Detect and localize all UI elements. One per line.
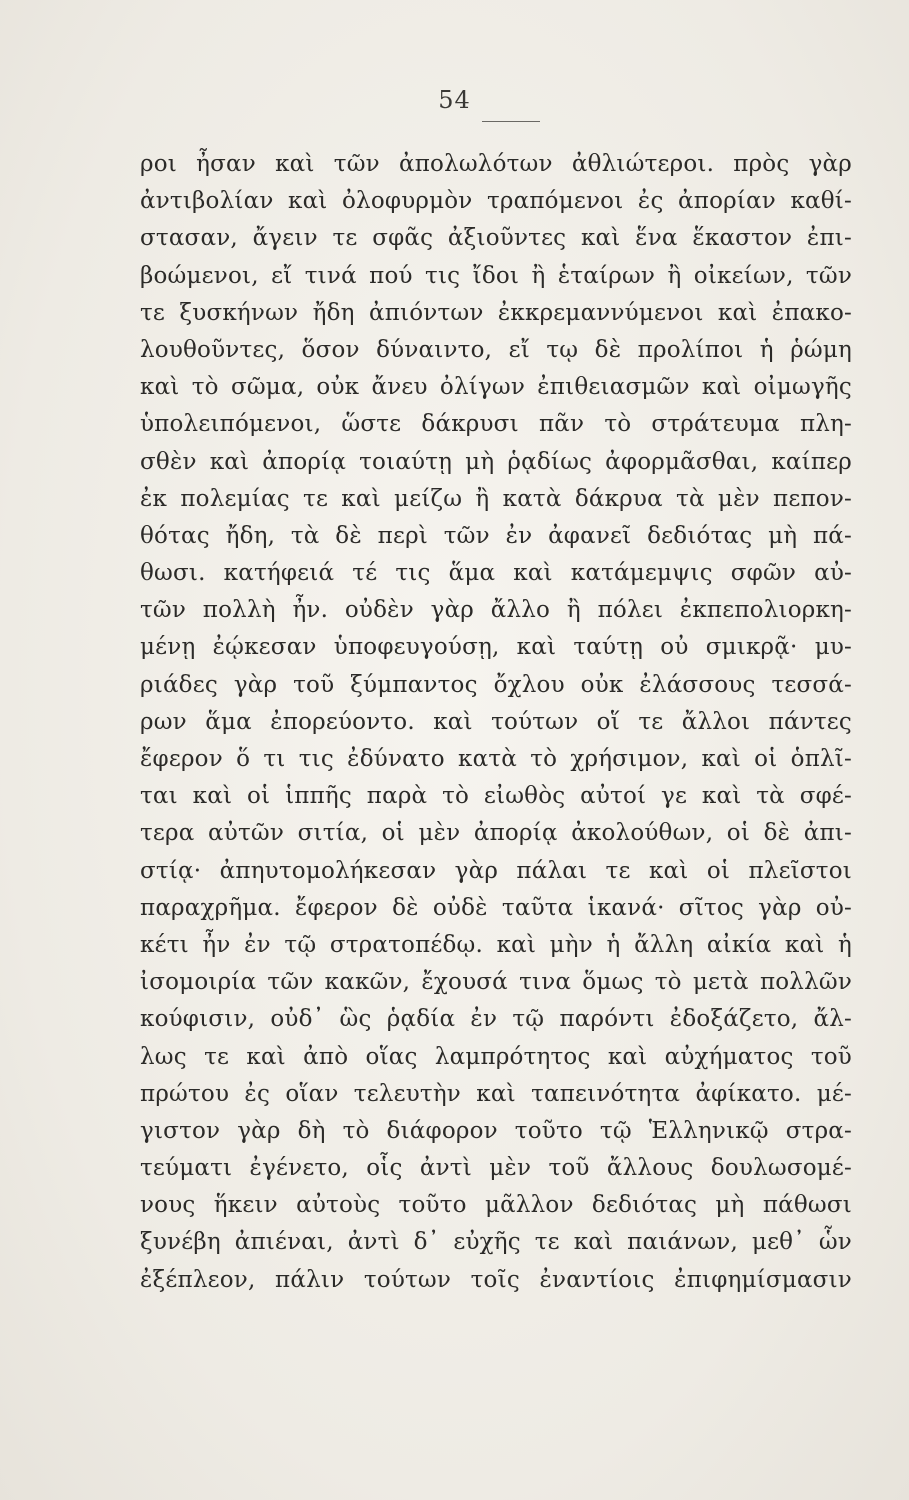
text-line: τῶν πολλὴ ἦν. οὐδὲν γὰρ ἄλλο ἢ πόλει ἐκπεπολιορκη- [140, 597, 852, 624]
text-line: μένῃ ἐῴκεσαν ὑποφευγούσῃ, καὶ ταύτῃ οὐ σμικρᾷ· μυ- [140, 634, 852, 661]
text-line: γιστον γὰρ δὴ τὸ διάφορον τοῦτο τῷ Ἑλληνικῷ στρα- [140, 1117, 852, 1144]
text-line: ἔφερον ὅ τι τις ἐδύνατο κατὰ τὸ χρήσιμον, καὶ οἱ ὁπλῖ- [140, 746, 852, 772]
text-line: κέτι ἦν ἐν τῷ στρατοπέδῳ. καὶ μὴν ἡ ἄλλη αἰκία καὶ ἡ [140, 931, 852, 958]
text-line: καὶ τὸ σῶμα, οὐκ ἄνευ ὀλίγων ἐπιθειασμῶν καὶ οἰμωγῆς [140, 374, 852, 401]
text-line: κούφισιν, οὐδ᾽ ὣς ῥᾳδία ἐν τῷ παρόντι ἐδοξάζετο, ἄλ- [140, 1006, 852, 1033]
text-line: τε ξυσκήνων ἤδη ἀπιόντων ἐκκρεμαννύμενοι καὶ ἐπακο- [140, 299, 852, 326]
text-line: ριάδες γὰρ τοῦ ξύμπαντος ὄχλου οὐκ ἐλάσσους τεσσά- [140, 671, 852, 698]
text-line: λουθοῦντες, ὅσον δύναιντο, εἴ τῳ δὲ προλίποι ἡ ῥώμη [140, 336, 852, 363]
text-line: ται καὶ οἱ ἱππῆς παρὰ τὸ εἰωθὸς αὐτοί γε καὶ τὰ σφέ- [140, 783, 852, 810]
text-line: ὑπολειπόμενοι, ὥστε δάκρυσι πᾶν τὸ στράτευμα πλη- [140, 411, 852, 438]
text-line: νους ἥκειν αὐτοὺς τοῦτο μᾶλλον δεδιότας μὴ πάθωσι [140, 1192, 852, 1219]
text-line: στασαν, ἄγειν τε σφᾶς ἀξιοῦντες καὶ ἕνα ἕκαστον ἐπι- [140, 225, 852, 252]
text-line: τερα αὐτῶν σιτία, οἱ μὲν ἀπορίᾳ ἀκολούθων, οἱ δὲ ἀπι- [140, 820, 852, 847]
text-line: ροι ἦσαν καὶ τῶν ἀπολωλότων ἀθλιώτεροι. πρὸς γὰρ [140, 151, 852, 177]
text-line: ξυνέβη ἀπιέναι, ἀντὶ δ᾽ εὐχῆς τε καὶ παιάνων, μεθ᾽ ὧν [140, 1229, 852, 1256]
body-text [140, 146, 852, 1299]
text-line: ἐξέπλεον, πάλιν τούτων τοῖς ἐναντίοις ἐπιφημίσμασιν [140, 1266, 852, 1293]
text-line: βοώμενοι, εἴ τινά πού τις ἴδοι ἢ ἑταίρων ἢ οἰκείων, τῶν [140, 262, 852, 289]
text-line: ἐκ πολεμίας τε καὶ μείζω ἢ κατὰ δάκρυα τὰ μὲν πεπον- [140, 485, 852, 512]
text-line: θότας ἤδη, τὰ δὲ περὶ τῶν ἐν ἀφανεῖ δεδιότας μὴ πά- [140, 522, 852, 549]
text-line: ἰσομοιρία τῶν κακῶν, ἔχουσά τινα ὅμως τὸ μετὰ πολλῶν [140, 969, 852, 996]
page-number: 54 [438, 86, 471, 114]
text-line: πρώτου ἐς οἵαν τελευτὴν καὶ ταπεινότητα ἀφίκατο. μέ- [140, 1080, 852, 1107]
text-line: σθὲν καὶ ἀπορίᾳ τοιαύτῃ μὴ ῥᾳδίως ἀφορμᾶσθαι, καίπερ [140, 448, 852, 475]
text-line: ἀντιβολίαν καὶ ὀλοφυρμὸν τραπόμενοι ἐς ἀπορίαν καθί- [140, 188, 852, 215]
text-line: λως τε καὶ ἀπὸ οἵας λαμπρότητος καὶ αὐχήματος τοῦ [140, 1043, 852, 1070]
text-line: θωσι. κατήφειά τέ τις ἅμα καὶ κατάμεμψις σφῶν αὐ- [140, 560, 852, 587]
page-number-rule [482, 121, 540, 122]
text-line: ρων ἅμα ἐπορεύοντο. καὶ τούτων οἵ τε ἄλλοι πάντες [140, 708, 852, 735]
text-line: τεύματι ἐγένετο, οἷς ἀντὶ μὲν τοῦ ἄλλους δουλωσομέ- [140, 1155, 852, 1182]
text-line: παραχρῆμα. ἔφερον δὲ οὐδὲ ταῦτα ἱκανά· σῖτος γὰρ οὐ- [140, 894, 852, 921]
text-line: στίᾳ· ἀπηυτομολήκεσαν γὰρ πάλαι τε καὶ οἱ πλεῖστοι [140, 857, 852, 884]
